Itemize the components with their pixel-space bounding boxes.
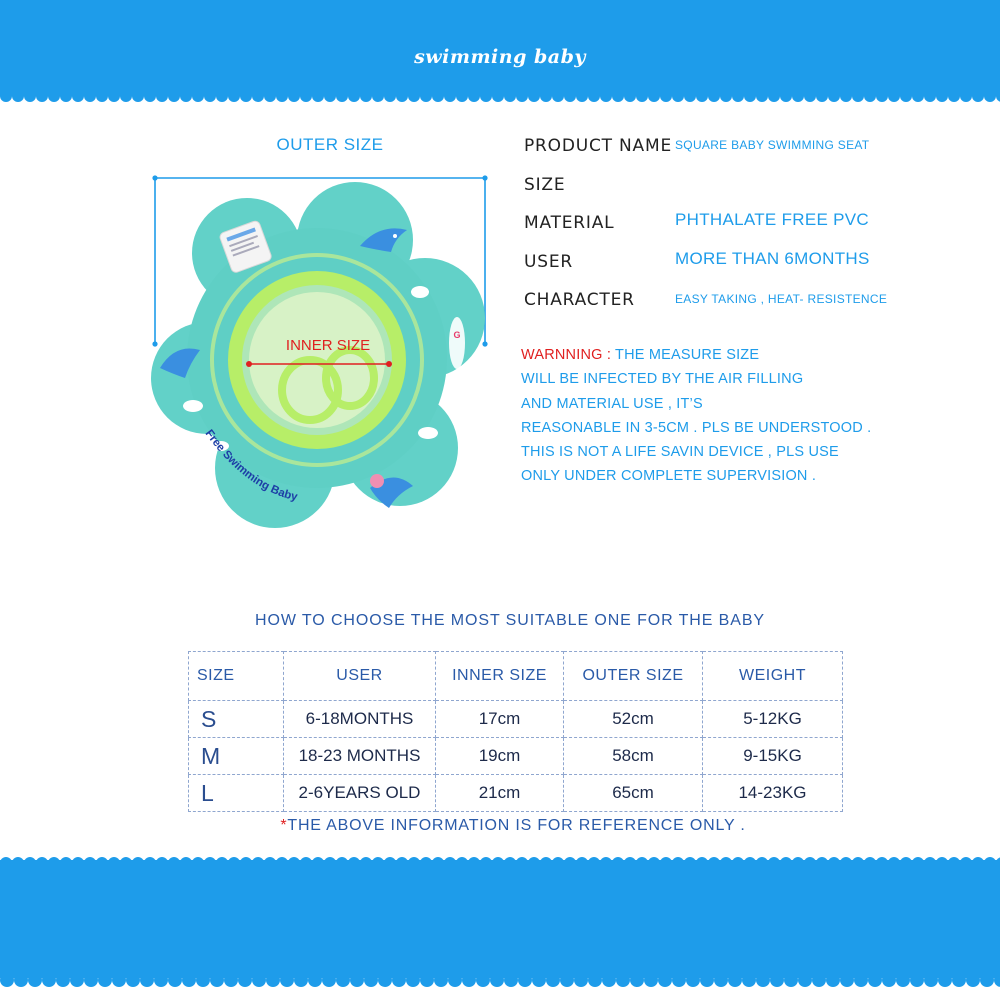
table-cell: 52cm	[564, 701, 703, 738]
brand-badge	[449, 317, 465, 369]
spec-key: MATERIAL	[524, 213, 615, 233]
spec-value: MORE THAN 6MONTHS	[675, 248, 870, 268]
table-cell: 6-18MONTHS	[284, 701, 436, 738]
table-header-cell: WEIGHT	[703, 652, 843, 701]
warning-line: WILL BE INFECTED BY THE AIR FILLING	[521, 371, 804, 388]
table-cell: 65cm	[564, 775, 703, 812]
warning-block	[521, 343, 981, 489]
outer-size-label: OUTER SIZE	[276, 135, 384, 154]
spec-key: CHARACTER	[524, 290, 635, 310]
warning-line: ONLY UNDER COMPLETE SUPERVISION .	[521, 468, 817, 485]
table-header-cell: OUTER SIZE	[564, 652, 703, 701]
spec-key: PRODUCT NAME	[524, 136, 672, 156]
table-header-cell: SIZE	[189, 652, 284, 701]
footer-band	[0, 860, 1000, 978]
table-cell: 58cm	[564, 738, 703, 775]
table-row	[189, 738, 843, 775]
warning-label: WARNNING :	[521, 347, 612, 363]
table-header-cell: USER	[284, 652, 436, 701]
table-cell: 9-15KG	[703, 738, 843, 775]
note-asterisk: *	[280, 817, 288, 834]
product-image	[145, 168, 500, 538]
table-cell: 5-12KG	[703, 701, 843, 738]
size-table	[188, 651, 843, 812]
spec-value: EASY TAKING , HEAT- RESISTENCE	[675, 292, 888, 306]
spec-list	[524, 130, 984, 323]
warning-line: REASONABLE IN 3-5CM . PLS BE UNDERSTOOD .	[521, 419, 872, 436]
spec-row	[524, 284, 984, 323]
inner-size-label: INNER SIZE	[285, 337, 371, 354]
size-guide-heading: HOW TO CHOOSE THE MOST SUITABLE ONE FOR THE BABY	[255, 612, 765, 629]
spec-value: PHTHALATE FREE PVC	[675, 210, 870, 229]
table-cell: 14-23KG	[703, 775, 843, 812]
footer-wave-edge	[0, 976, 1000, 1000]
spec-row	[524, 246, 984, 285]
table-cell: 17cm	[436, 701, 564, 738]
table-row	[189, 775, 843, 812]
spec-value: SQUARE BABY SWIMMING SEAT	[675, 138, 870, 152]
table-cell: 21cm	[436, 775, 564, 812]
note-text: THE ABOVE INFORMATION IS FOR REFERENCE ONLY .	[287, 817, 746, 834]
size-cell: S	[189, 701, 284, 738]
warning-first-line: THE MEASURE SIZE	[611, 347, 760, 363]
table-cell: 18-23 MONTHS	[284, 738, 436, 775]
size-cell: L	[189, 775, 284, 812]
spec-row	[524, 130, 984, 169]
table-row	[189, 701, 843, 738]
table-cell: 2-6YEARS OLD	[284, 775, 436, 812]
spec-row	[524, 207, 984, 246]
float-print-text: Free Swimming Baby	[202, 427, 299, 504]
table-header-cell: INNER SIZE	[436, 652, 564, 701]
reference-note	[0, 817, 1000, 835]
table-cell: 19cm	[436, 738, 564, 775]
header-wave-edge	[0, 92, 1000, 108]
warning-line: AND MATERIAL USE , IT’S	[521, 395, 703, 412]
size-cell: M	[189, 738, 284, 775]
spec-key: SIZE	[524, 174, 566, 195]
svg-text:G: G	[453, 330, 461, 340]
warning-line: THIS IS NOT A LIFE SAVIN DEVICE , PLS USE	[521, 444, 839, 461]
brand-title: swimming baby	[414, 46, 586, 68]
spec-key: USER	[524, 251, 573, 272]
spec-row	[524, 169, 984, 208]
